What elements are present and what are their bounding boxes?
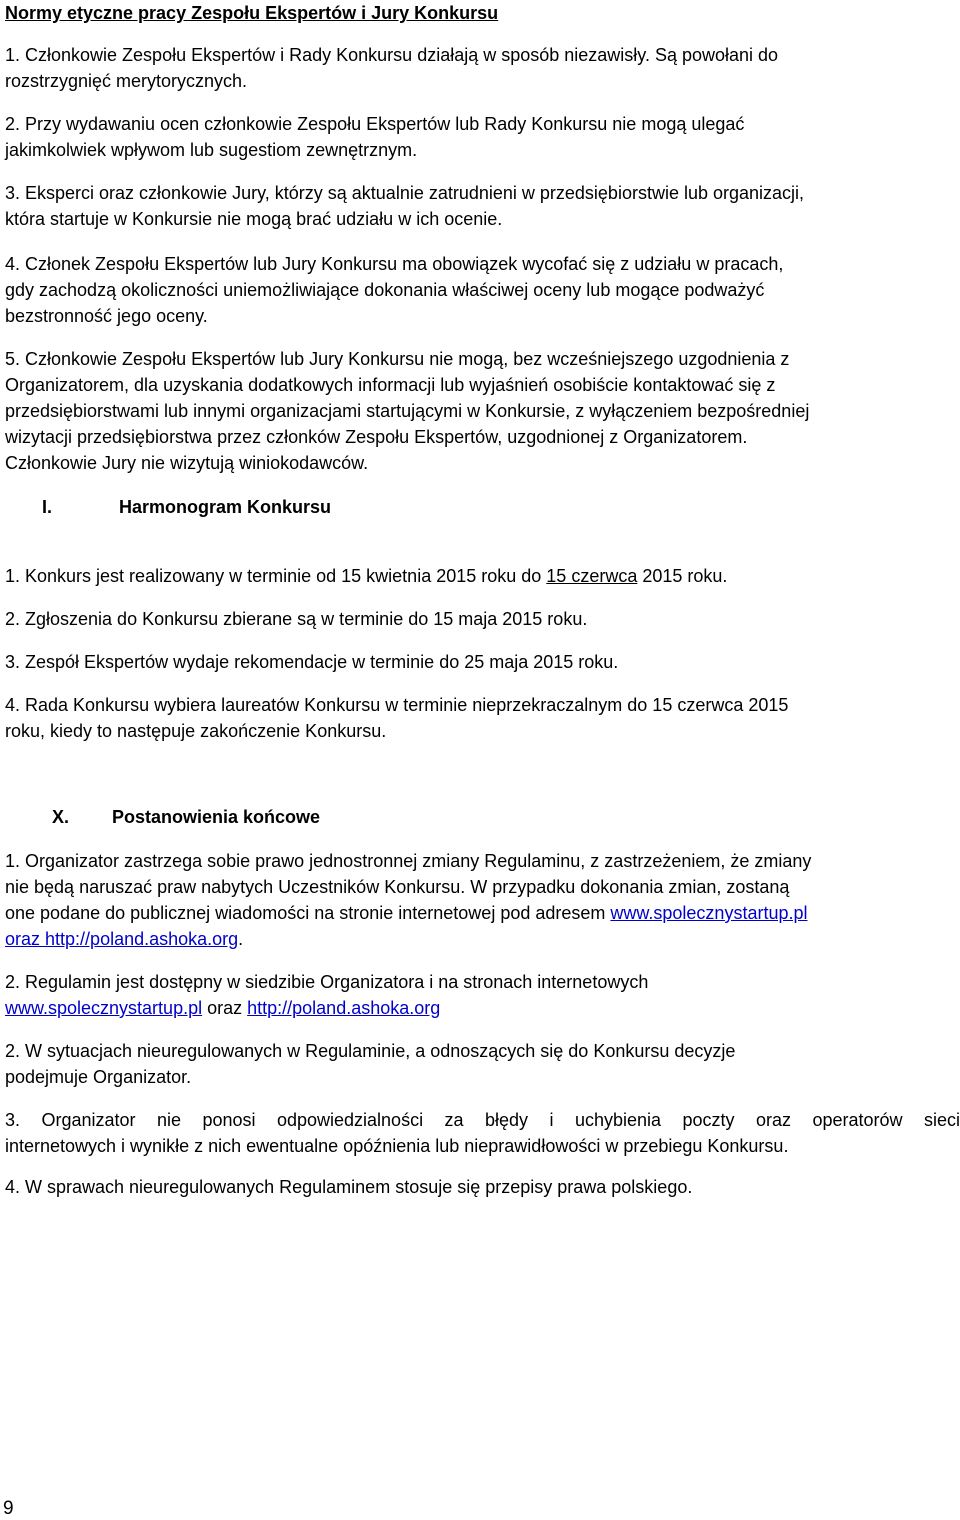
section-i-number: I. — [42, 497, 53, 517]
schedule-item-1-before: 1. Konkurs jest realizowany w terminie od 15 kwietnia 2015 roku do — [5, 566, 547, 586]
ethics-item-2-line-1: 2. Przy wydawaniu ocen członkowie Zespołu Ekspertów lub Rady Konkursu nie mogą ulegać — [5, 114, 745, 134]
final-p1-line-3-text: one podane do publicznej wiadomości na stronie internetowej pod adresem — [5, 903, 611, 923]
final-p1-dot: . — [238, 929, 244, 949]
link-ashoka-2[interactable]: http://poland.ashoka.org — [247, 998, 441, 1018]
page-number: 9 — [3, 1498, 14, 1519]
ethics-item-1-line-1: 1. Członkowie Zespołu Ekspertów i Rady Konkursu działają w sposób niezawisły. Są powołani do — [5, 45, 779, 65]
final-p1-line-2: nie będą naruszać praw nabytych Uczestników Konkursu. W przypadku dokonania zmian, zostaną — [5, 877, 790, 897]
schedule-item-4-line-1: 4. Rada Konkursu wybiera laureatów Konkursu w terminie nieprzekraczalnym do 15 czerwca 2015 — [5, 695, 789, 715]
schedule-item-1-after: 2015 roku. — [637, 566, 728, 586]
ethics-item-4-line-3: bezstronność jego oceny. — [5, 306, 208, 326]
final-p2-line-1: 2. Regulamin jest dostępny w siedzibie Organizatora i na stronach internetowych — [5, 972, 649, 992]
final-p5: 4. W sprawach nieuregulowanych Regulaminem stosuje się przepisy prawa polskiego. — [5, 1177, 693, 1197]
page-title: Normy etyczne pracy Zespołu Ekspertów i Jury Konkursu — [5, 3, 499, 23]
ethics-item-5-line-3: przedsiębiorstwami lub innymi organizacjami startującymi w Konkursie, z wyłączeniem bezpośredniej — [5, 401, 810, 421]
section-x-number: X. — [52, 807, 70, 827]
final-p2-line-2 — [5, 997, 440, 1019]
link-spolecznystartup-2[interactable]: www.spolecznystartup.pl — [5, 998, 203, 1018]
final-p3-line-1: 2. W sytuacjach nieuregulowanych w Regulaminie, a odnoszących się do Konkursu decyzje — [5, 1041, 736, 1061]
ethics-item-1-line-2: rozstrzygnięć merytorycznych. — [5, 71, 248, 91]
section-x-title: Postanowienia końcowe — [112, 807, 321, 827]
final-p3-line-2: podejmuje Organizator. — [5, 1067, 192, 1087]
link-spolecznystartup[interactable]: www.spolecznystartup.pl — [610, 903, 808, 923]
ethics-item-5-line-5: Członkowie Jury nie wizytują winiokodawców. — [5, 453, 369, 473]
schedule-item-1-date: 15 czerwca — [546, 566, 638, 586]
ethics-item-4-line-2: gdy zachodzą okoliczności uniemożliwiające dokonania właściwej oceny lub mogące podważyć — [5, 280, 765, 300]
oraz-link-text[interactable]: oraz — [5, 929, 46, 949]
final-p1-line-4 — [5, 928, 243, 950]
final-p2-mid: oraz — [202, 998, 248, 1018]
final-p1-line-3 — [5, 902, 807, 924]
ethics-item-5-line-4: wizytacji przedsiębiorstwa przez członków Zespołu Ekspertów, uzgodnionej z Organizatorem. — [5, 427, 748, 447]
ethics-item-5-line-1: 5. Członkowie Zespołu Ekspertów lub Jury Konkursu nie mogą, bez wcześniejszego uzgodnienia z — [5, 349, 790, 369]
final-p1-line-1: 1. Organizator zastrzega sobie prawo jednostronnej zmiany Regulaminu, z zastrzeżeniem, że zmiany — [5, 851, 812, 871]
schedule-item-3: 3. Zespół Ekspertów wydaje rekomendacje w terminie do 25 maja 2015 roku. — [5, 652, 619, 672]
schedule-item-4-line-2: roku, kiedy to następuje zakończenie Konkursu. — [5, 721, 387, 741]
schedule-item-1 — [5, 565, 727, 587]
final-p4-line-1: 3. Organizator nie ponosi odpowiedzialności za błędy i uchybienia poczty oraz operatorów sieci — [5, 1110, 960, 1130]
ethics-item-3-line-2: która startuje w Konkursie nie mogą brać udziału w ich ocenie. — [5, 209, 503, 229]
section-i-title: Harmonogram Konkursu — [119, 497, 332, 517]
link-ashoka[interactable]: http://poland.ashoka.org — [45, 929, 239, 949]
schedule-item-2: 2. Zgłoszenia do Konkursu zbierane są w terminie do 15 maja 2015 roku. — [5, 609, 588, 629]
ethics-item-2-line-2: jakimkolwiek wpływom lub sugestiom zewnętrznym. — [5, 140, 418, 160]
ethics-item-5-line-2: Organizatorem, dla uzyskania dodatkowych informacji lub wyjaśnień osobiście kontaktować się z — [5, 375, 776, 395]
ethics-item-3-line-1: 3. Eksperci oraz członkowie Jury, którzy są aktualnie zatrudnieni w przedsiębiorstwie lub organizacji, — [5, 183, 805, 203]
ethics-item-4-line-1: 4. Członek Zespołu Ekspertów lub Jury Konkursu ma obowiązek wycofać się z udziału w pracach, — [5, 254, 784, 274]
final-p4-line-2: internetowych i wynikłe z nich ewentualne opóźnienia lub nieprawidłowości w przebiegu Konkursu. — [5, 1136, 789, 1156]
